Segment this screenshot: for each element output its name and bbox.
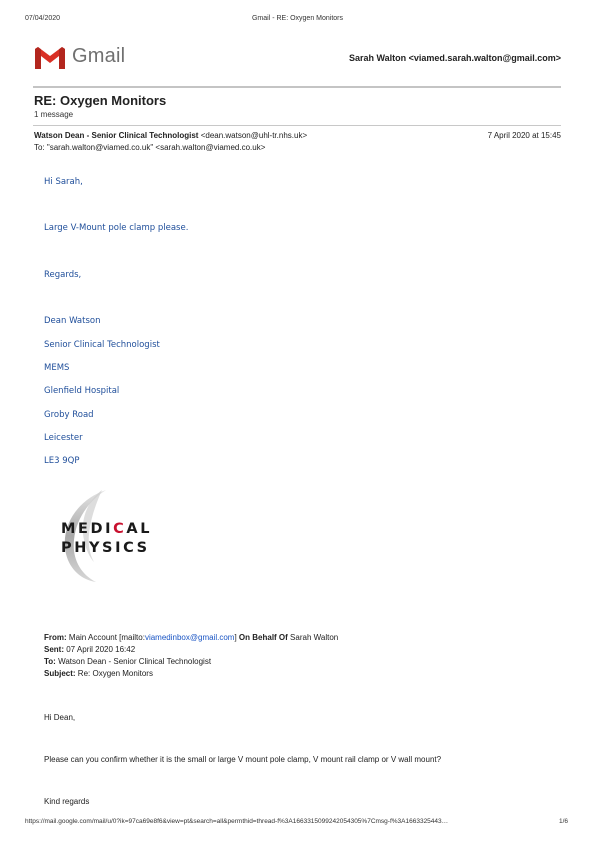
quoted-to: To: Watson Dean - Senior Clinical Technologist (44, 657, 212, 666)
sender-email: <dean.watson@uhl-tr.nhs.uk> (200, 131, 308, 140)
quoted-subject: Subject: Re: Oxygen Monitors (44, 669, 153, 678)
signature-line: Leicester (44, 433, 83, 443)
logo-line-medical: MEDICAL (61, 521, 153, 537)
signature-line: MEMS (44, 363, 70, 373)
message-divider (33, 125, 561, 126)
email-link[interactable]: viamedinbox@gmail.com (144, 633, 235, 642)
page-number: 1/6 (558, 818, 568, 825)
message-date: 7 April 2020 at 15:45 (487, 131, 561, 140)
quoted-closing: Kind regards (44, 797, 90, 806)
footer-url: https://mail.google.com/mail/u/0?ik=97ca69e8f6&view=pt&search=all&permthid=thread-f%3A1663315099242054305%7Cmsg-f%3A1663325443… (25, 818, 449, 825)
quoted-body: Please can you confirm whether it is the small or large V mount pole clamp, V mount rail clamp or V wall mount? (44, 755, 442, 764)
medical-physics-logo (56, 488, 166, 584)
closing: Regards, (44, 270, 82, 280)
header-divider (33, 86, 561, 88)
message-count: 1 message (34, 110, 74, 119)
gmail-envelope-icon (33, 45, 67, 71)
quoted-from: From: Main Account [mailto:viamedinbox@gmail.com] On Behalf Of Sarah Walton (44, 633, 339, 642)
signature-line: Glenfield Hospital (44, 386, 120, 396)
signature-line: Dean Watson (44, 316, 101, 326)
signature-line: Senior Clinical Technologist (44, 340, 160, 350)
thread-subject: RE: Oxygen Monitors (34, 93, 167, 108)
greeting: Hi Sarah, (44, 177, 83, 187)
sender-name: Watson Dean - Senior Clinical Technologist (34, 131, 199, 140)
print-date: 07/04/2020 (25, 15, 61, 22)
body-text: Large V-Mount pole clamp please. (44, 223, 189, 233)
quoted-greeting: Hi Dean, (44, 713, 76, 722)
account-name: Sarah Walton <viamed.sarah.walton@gmail.com> (348, 53, 561, 63)
logo-line-physics: PHYSICS (61, 540, 150, 556)
gmail-wordmark: Gmail (72, 45, 126, 67)
quoted-sent: Sent: 07 April 2020 16:42 (44, 645, 136, 654)
signature-line: LE3 9QP (44, 456, 80, 466)
recipient-line: To: "sarah.walton@viamed.co.uk" <sarah.walton@viamed.co.uk> (34, 143, 266, 152)
print-title: Gmail - RE: Oxygen Monitors (251, 15, 344, 22)
signature-line: Groby Road (44, 410, 94, 420)
sender (34, 131, 307, 140)
